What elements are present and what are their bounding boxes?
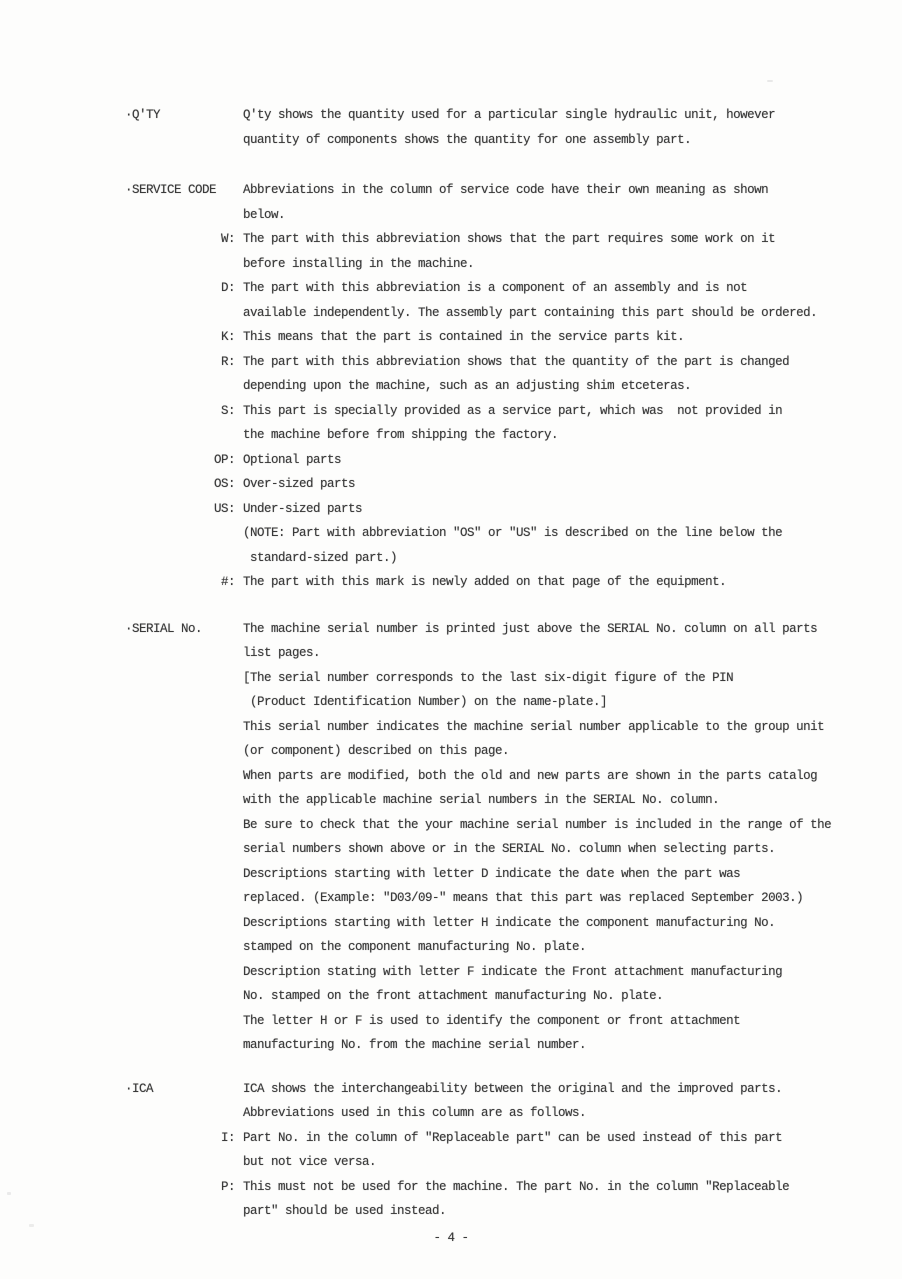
- text-line: The part with this abbreviation shows that the part requires some work on it: [243, 232, 776, 246]
- text-line: [The serial number corresponds to the last six-digit figure of the PIN: [243, 670, 734, 685]
- code-row-r: [125, 350, 837, 399]
- text-line: before installing in the machine.: [243, 256, 475, 271]
- code-row-hash: [125, 570, 837, 595]
- text-line: with the applicable machine serial numbers in the SERIAL No. column.: [243, 793, 720, 807]
- term-label: ·ICA: [125, 1081, 154, 1096]
- text-line: list pages.: [243, 646, 321, 660]
- text-line: This serial number indicates the machine serial number applicable to the group unit: [243, 719, 825, 734]
- text-line: Abbreviations in the column of service code have their own meaning as shown: [243, 183, 769, 197]
- text-line: below.: [243, 207, 286, 222]
- code-row-d: [125, 276, 837, 325]
- entry-qty: [125, 103, 837, 152]
- text-line: standard-sized part.): [243, 550, 398, 565]
- text-line: The part with this mark is newly added on that page of the equipment.: [243, 575, 727, 589]
- text-line: Part No. in the column of "Replaceable part" can be used instead of this part: [243, 1130, 783, 1145]
- text-line: The part with this abbreviation is a component of an assembly and is not: [243, 281, 748, 295]
- code-label: OP:: [213, 452, 235, 467]
- code-description: [243, 472, 837, 497]
- code-label: R:: [220, 354, 235, 369]
- entry-row: [125, 178, 837, 227]
- code-description: [243, 448, 837, 473]
- text-line: Abbreviations used in this column are as follows.: [243, 1106, 587, 1120]
- code-row-k: [125, 325, 837, 350]
- code-label: P:: [220, 1179, 235, 1194]
- code-description: [243, 350, 837, 399]
- entry-description: [243, 1077, 837, 1126]
- text-line: Over-sized parts: [243, 477, 356, 491]
- entry-ica: [125, 1077, 837, 1224]
- code-label: D:: [220, 281, 235, 295]
- text-line: (NOTE: Part with abbreviation "OS" or "US" is described on the line below the: [243, 526, 783, 540]
- text-line: available independently. The assembly part containing this part should be ordered.: [243, 305, 818, 320]
- text-line: The part with this abbreviation shows that the quantity of the part is changed: [243, 354, 790, 369]
- text-line: manufacturing No. from the machine serial number.: [243, 1038, 587, 1052]
- text-line: Descriptions starting with letter D indicate the date when the part was: [243, 866, 741, 881]
- text-line: ICA shows the interchangeability between the original and the improved parts.: [243, 1081, 783, 1096]
- text-line: depending upon the machine, such as an adjusting shim etceteras.: [243, 379, 692, 393]
- page-number: - 4 -: [433, 1231, 469, 1245]
- code-label: US:: [213, 501, 235, 516]
- text-line: (Product Identification Number) on the name-plate.]: [243, 695, 608, 709]
- code-label: OS:: [213, 477, 235, 491]
- text-line: Be sure to check that the your machine serial number is included in the range of the: [243, 817, 832, 832]
- scan-speckle: [767, 80, 773, 82]
- code-row-us: [125, 497, 837, 571]
- entry-row: [125, 1077, 837, 1126]
- code-label: K:: [220, 330, 235, 344]
- text-line: replaced. (Example: "D03/09-" means that this part was replaced September 2003.): [243, 891, 804, 905]
- entry-serial-no: [125, 617, 837, 1058]
- code-description: [243, 497, 837, 571]
- text-line: serial numbers shown above or in the SERIAL No. column when selecting parts.: [243, 842, 776, 856]
- code-row-w: [125, 227, 837, 276]
- entry-service-code: [125, 178, 837, 595]
- text-line: Descriptions starting with letter H indicate the component manufacturing No.: [243, 915, 776, 930]
- scan-speckle: [7, 1192, 11, 1195]
- text-line: No. stamped on the front attachment manufacturing No. plate.: [243, 989, 664, 1003]
- code-label: W:: [220, 232, 235, 246]
- code-row-os: [125, 472, 837, 497]
- code-row-op: [125, 448, 837, 473]
- text-line: stamped on the component manufacturing No. plate.: [243, 940, 587, 954]
- code-description: [243, 325, 837, 350]
- text-line: The machine serial number is printed just above the SERIAL No. column on all parts: [243, 621, 818, 636]
- code-description: [243, 1175, 837, 1224]
- code-label: S:: [220, 403, 235, 418]
- term-label: ·SERVICE CODE: [125, 183, 217, 197]
- text-line: part" should be used instead.: [243, 1204, 447, 1218]
- code-description: [243, 227, 837, 276]
- entry-row: [125, 617, 837, 1058]
- code-row-p: [125, 1175, 837, 1224]
- text-line: When parts are modified, both the old and new parts are shown in the parts catalog: [243, 768, 818, 783]
- code-description: [243, 1126, 837, 1175]
- text-line: the machine before from shipping the factory.: [243, 428, 559, 442]
- text-line: but not vice versa.: [243, 1155, 377, 1169]
- code-description: [243, 276, 837, 325]
- term-label: ·SERIAL No.: [125, 621, 203, 636]
- code-row-i: [125, 1126, 837, 1175]
- text-line: The letter H or F is used to identify the component or front attachment: [243, 1013, 741, 1028]
- definition-list: [125, 103, 837, 1224]
- code-description: [243, 399, 837, 448]
- text-line: Under-sized parts: [243, 501, 363, 516]
- entry-description: [243, 178, 837, 227]
- text-line: Q'ty shows the quantity used for a particular single hydraulic unit, however: [243, 108, 776, 122]
- code-description: [243, 570, 837, 595]
- entry-row: [125, 103, 837, 152]
- code-row-s: [125, 399, 837, 448]
- text-line: Optional parts: [243, 452, 342, 467]
- text-line: (or component) described on this page.: [243, 744, 510, 758]
- term-label: ·Q'TY: [125, 108, 161, 122]
- text-line: This means that the part is contained in the service parts kit.: [243, 330, 685, 344]
- entry-description: [243, 103, 837, 152]
- text-line: quantity of components shows the quantity for one assembly part.: [243, 132, 692, 147]
- code-label: #:: [220, 575, 235, 589]
- code-label: I:: [220, 1130, 235, 1145]
- text-line: This must not be used for the machine. The part No. in the column "Replaceable: [243, 1179, 790, 1194]
- text-line: Description stating with letter F indicate the Front attachment manufacturing: [243, 964, 783, 979]
- entry-description: [243, 617, 837, 1058]
- text-line: This part is specially provided as a service part, which was not provided in: [243, 403, 783, 418]
